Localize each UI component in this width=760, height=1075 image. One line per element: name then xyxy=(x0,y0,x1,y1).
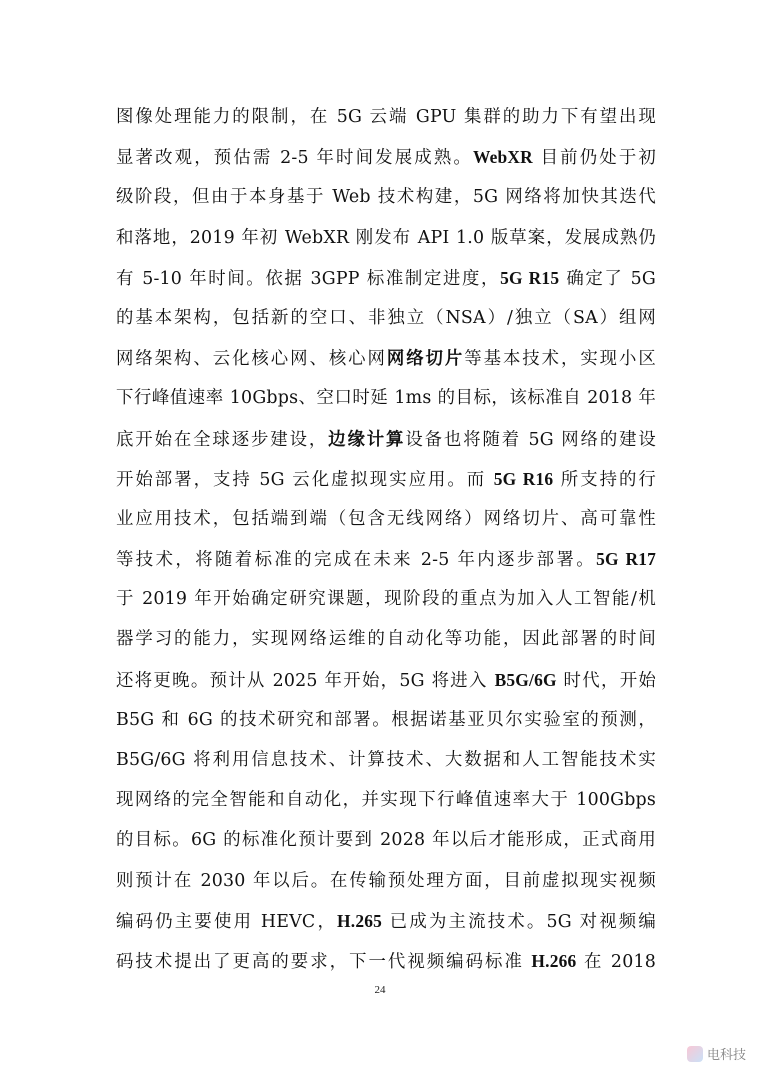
paragraph-line xyxy=(116,619,656,659)
text-segment: 显著改观，预估需 2-5 年时间发展成熟。 xyxy=(116,148,473,169)
text-segment: 目前仍处于初 xyxy=(532,148,656,169)
bold-term: 5G R15 xyxy=(500,267,560,288)
paragraph-line xyxy=(116,700,656,740)
bold-term: 边缘计算 xyxy=(328,428,406,449)
paragraph-line xyxy=(116,218,656,258)
text-segment: 的目标。6G 的标准化预计要到 2028 年以后才能形成，正式商用 xyxy=(116,830,656,851)
text-segment: 于 2019 年开始确定研究课题，现阶段的重点为加入人工智能/机 xyxy=(116,589,656,610)
paragraph-line xyxy=(116,338,656,378)
text-segment: 现网络的完全智能和自动化，并实现下行峰值速率大于 100Gbps xyxy=(116,790,656,811)
paragraph-line xyxy=(116,97,656,137)
text-segment: B5G/6G 将利用信息技术、计算技术、大数据和人工智能技术实 xyxy=(116,750,656,770)
text-segment: 有 5-10 年时间。依据 3GPP 标准制定进度， xyxy=(116,268,501,289)
paragraph-line xyxy=(116,378,656,418)
watermark-text: 电科技 xyxy=(706,1048,746,1063)
bold-term: H.265 xyxy=(337,910,383,931)
text-segment: 编码仍主要使用 HEVC， xyxy=(116,911,338,932)
paragraph-line xyxy=(116,901,656,941)
paragraph-line xyxy=(116,419,656,459)
bold-term: B5G/6G xyxy=(494,669,557,690)
text-segment: 级阶段，但由于本身基于 Web 技术构建，5G 网络将加快其迭代 xyxy=(116,187,656,208)
text-segment: 的基本架构，包括新的空口、非独立（NSA）/独立（SA）组网 xyxy=(116,307,656,328)
text-segment: 已成为主流技术。5G 对视频编 xyxy=(382,911,656,932)
text-segment: 下行峰值速率 10Gbps、空口时延 1ms 的目标，该标准自 2018 年 xyxy=(116,388,656,409)
paragraph-line xyxy=(116,941,656,981)
text-segment: 在 2018 xyxy=(576,951,656,972)
bold-term: 网络切片 xyxy=(386,348,465,369)
paragraph-line xyxy=(116,258,656,298)
text-segment: 时代，开始 xyxy=(556,670,657,691)
bold-term: WebXR xyxy=(472,147,533,168)
text-segment: 底开始在全球逐步建设， xyxy=(116,429,329,450)
paragraph-line xyxy=(116,137,656,177)
text-segment: 器学习的能力，实现网络运维的自动化等功能，因此部署的时间 xyxy=(116,629,656,650)
text-segment: 图像处理能力的限制，在 5G 云端 GPU 集群的助力下有望出现 xyxy=(116,107,656,127)
paragraph-line xyxy=(116,780,656,820)
paragraph-line xyxy=(116,740,656,780)
watermark-logo-icon xyxy=(687,1046,703,1062)
bold-term: 5G R17 xyxy=(596,549,656,570)
text-segment: 还将更晚。预计从 2025 年开始，5G 将进入 xyxy=(116,670,495,691)
text-segment: 则预计在 2030 年以后。在传输预处理方面，目前虚拟现实视频 xyxy=(116,870,656,891)
paragraph-line xyxy=(116,820,656,860)
document-body xyxy=(116,97,656,981)
text-segment: 码技术提出了更高的要求，下一代视频编码标准 xyxy=(116,951,532,972)
paragraph-line xyxy=(116,499,656,539)
text-segment: 设备也将随着 5G 网络的建设 xyxy=(405,429,656,450)
watermark xyxy=(687,1044,746,1063)
text-segment: 业应用技术，包括端到端（包含无线网络）网络切片、高可靠性 xyxy=(116,508,656,529)
text-segment: 和落地，2019 年初 WebXR 刚发布 API 1.0 版草案，发展成熟仍 xyxy=(116,227,656,248)
paragraph-line xyxy=(116,579,656,619)
paragraph-line xyxy=(116,298,656,338)
text-segment: B5G 和 6G 的技术研究和部署。根据诺基亚贝尔实验室的预测， xyxy=(116,709,656,730)
text-segment: 确定了 5G xyxy=(559,268,656,289)
paragraph-line xyxy=(116,177,656,217)
paragraph-line xyxy=(116,459,656,499)
text-segment: 所支持的行 xyxy=(553,469,656,490)
bold-term: H.266 xyxy=(531,950,577,971)
text-segment: 等基本技术，实现小区 xyxy=(464,349,656,370)
text-segment: 网络架构、云化核心网、核心网 xyxy=(116,349,387,370)
paragraph-line xyxy=(116,539,656,579)
text-segment: 等技术，将随着标准的完成在未来 2-5 年内逐步部署。 xyxy=(116,550,597,571)
page-number: 24 xyxy=(374,984,386,996)
text-segment: 开始部署，支持 5G 云化虚拟现实应用。而 xyxy=(116,469,494,490)
bold-term: 5G R16 xyxy=(493,468,554,489)
paragraph-line xyxy=(116,861,656,901)
paragraph-line xyxy=(116,660,656,700)
